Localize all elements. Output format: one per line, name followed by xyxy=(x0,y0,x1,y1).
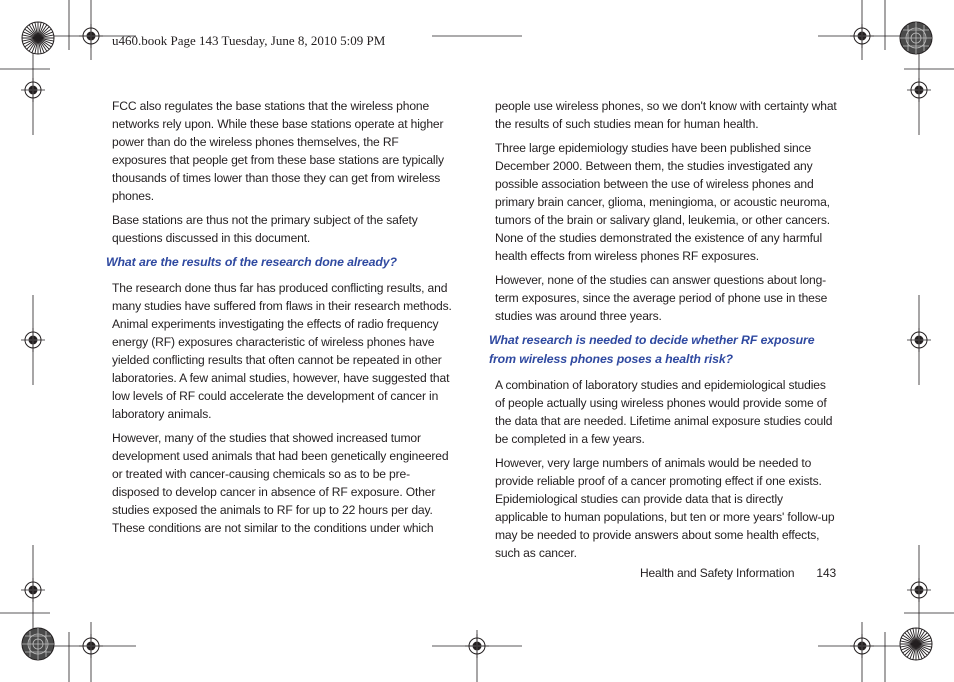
paragraph: people use wireless phones, so we don't know with certainty what the results of such studies mean for human health. xyxy=(495,99,837,131)
left-column xyxy=(106,97,454,543)
page-number: 143 xyxy=(816,566,836,580)
paragraph: A combination of laboratory studies and epidemiological studies of people actually using wireless phones would provide some of the data that are needed. Lifetime animal exposure studies could be completed in a few years. xyxy=(495,378,833,446)
print-slug: u460.book Page 143 Tuesday, June 8, 2010 5:09 PM xyxy=(112,33,386,48)
paragraph: Base stations are thus not the primary subject of the safety questions discussed in this document. xyxy=(112,213,418,245)
section-heading: What research is needed to decide whether RF exposure from wireless phones poses a health risk? xyxy=(489,333,815,366)
paragraph: FCC also regulates the base stations that the wireless phone networks rely upon. While these base stations operate at higher power than do the wireless phones themselves, the RF exposures that people get from these base stations are typically thousands of times lower than those they can get from wireless phones. xyxy=(112,99,444,203)
paragraph: However, none of the studies can answer questions about long-term exposures, since the average period of phone use in these studies was around three years. xyxy=(495,273,828,323)
paragraph: The research done thus far has produced conflicting results, and many studies have suffered from flaws in their research methods. Animal experiments investigating the effects of radio frequency energy (RF) exposures characteristic of wireless phones have yielded conflicting results that often cannot be repeated in other laboratories. A few animal studies, however, have suggested that low levels of RF could accelerate the development of cancer in laboratory animals. xyxy=(112,281,452,421)
section-heading: What are the results of the research done already? xyxy=(106,255,397,269)
right-column xyxy=(489,97,837,568)
paragraph: However, very large numbers of animals would be needed to provide reliable proof of a cancer promoting effect if one exists. Epidemiological studies can provide data that is directly applicable to human populations, but ten or more years' follow-up may be needed to provide answers about some health effects, such as cancer. xyxy=(495,456,835,560)
footer-section-title: Health and Safety Information xyxy=(640,566,795,580)
paragraph: However, many of the studies that showed increased tumor development used animals that had been genetically engineered or treated with cancer-causing chemicals so as to be pre-disposed to develop cancer in absence of RF exposure. Other studies exposed the animals to RF for up to 22 hours per day. These conditions are not similar to the conditions under which xyxy=(112,431,449,535)
paragraph: Three large epidemiology studies have been published since December 2000. Between them, the studies investigated any possible association between the use of wireless phones and primary brain cancer, glioma, meningioma, or acoustic neuroma, tumors of the brain or salivary gland, leukemia, or other cancers. None of the studies demonstrated the existence of any harmful health effects from wireless phones RF exposures. xyxy=(495,141,830,263)
page-footer xyxy=(640,565,836,581)
